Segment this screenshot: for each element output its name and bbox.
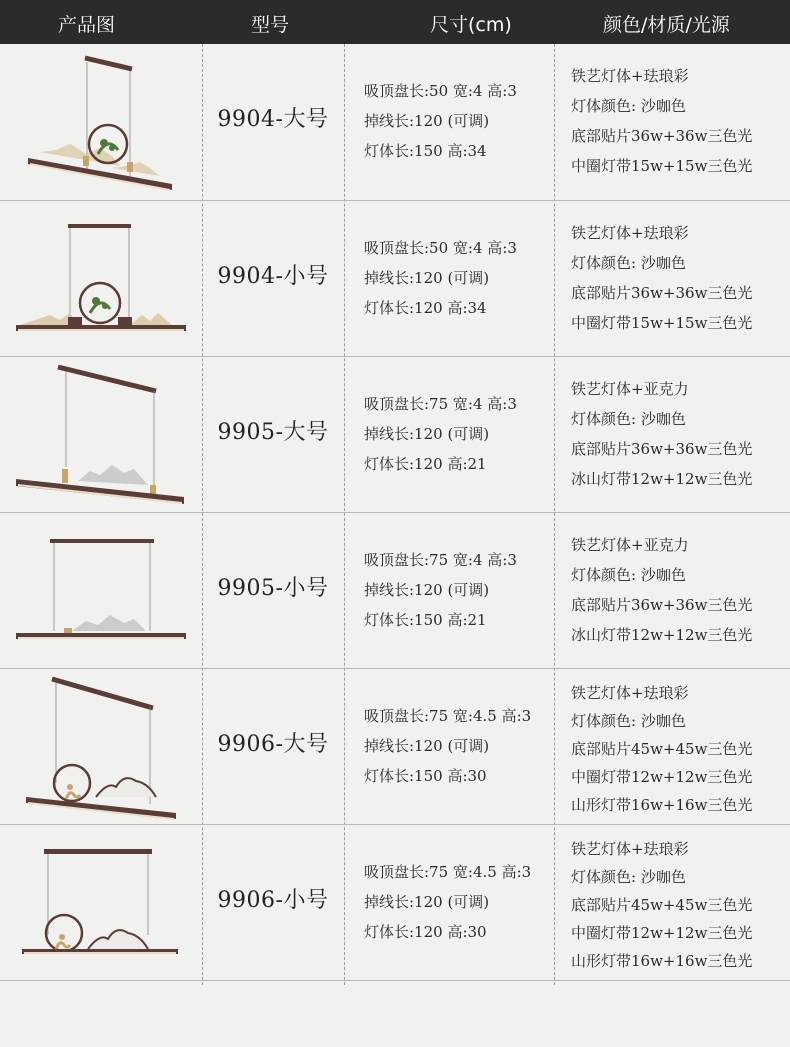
material-line: 灯体颜色: 沙咖色 (571, 566, 686, 584)
material-line: 底部贴片36w+36w三色光 (571, 440, 753, 458)
model-number: 9904-大号 (217, 107, 329, 132)
product-table (0, 44, 790, 981)
material-line: 灯体颜色: 沙咖色 (571, 712, 686, 730)
product-image (0, 669, 202, 824)
header-size: 尺寸(cm) (430, 14, 512, 36)
material-line: 山形灯带16w+16w三色光 (571, 796, 753, 814)
header-product-image: 产品图 (58, 14, 116, 36)
header-color-material-light: 颜色/材质/光源 (603, 14, 730, 36)
material-line: 底部贴片45w+45w三色光 (571, 740, 753, 758)
header-model: 型号 (251, 14, 290, 36)
material-line: 灯体颜色: 沙咖色 (571, 97, 686, 115)
size-spec (364, 857, 550, 947)
product-image (0, 201, 202, 356)
material-spec (571, 218, 786, 338)
model-number: 9905-大号 (217, 420, 329, 445)
material-line: 灯体颜色: 沙咖色 (571, 868, 686, 886)
table-row (0, 357, 790, 513)
material-line: 铁艺灯体+珐琅彩 (571, 840, 689, 858)
size-spec (364, 76, 550, 166)
size-line: 吸顶盘长:75 宽:4 高:3 (364, 395, 517, 413)
material-line: 灯体颜色: 沙咖色 (571, 410, 686, 428)
model-number: 9906-小号 (217, 888, 329, 913)
size-line: 掉线长:120 (可调) (364, 112, 490, 130)
product-image (0, 825, 202, 980)
product-image (0, 357, 202, 512)
material-line: 冰山灯带12w+12w三色光 (571, 626, 753, 644)
size-line: 吸顶盘长:75 宽:4.5 高:3 (364, 707, 532, 725)
size-line: 掉线长:120 (可调) (364, 269, 490, 287)
material-spec (571, 835, 786, 975)
size-spec (364, 389, 550, 479)
material-line: 铁艺灯体+珐琅彩 (571, 67, 689, 85)
size-line: 灯体长:120 高:34 (364, 299, 487, 317)
size-line: 掉线长:120 (可调) (364, 893, 490, 911)
size-spec (364, 545, 550, 635)
material-line: 铁艺灯体+亚克力 (571, 380, 689, 398)
size-line: 吸顶盘长:75 宽:4 高:3 (364, 551, 517, 569)
material-line: 中圈灯带12w+12w三色光 (571, 924, 753, 942)
material-line: 底部贴片36w+36w三色光 (571, 284, 753, 302)
size-spec (364, 233, 550, 323)
material-line: 底部贴片45w+45w三色光 (571, 896, 753, 914)
size-line: 灯体长:120 高:21 (364, 455, 487, 473)
table-row (0, 44, 790, 201)
size-line: 灯体长:150 高:30 (364, 767, 487, 785)
material-line: 铁艺灯体+亚克力 (571, 536, 689, 554)
material-spec (571, 61, 786, 181)
size-line: 吸顶盘长:50 宽:4 高:3 (364, 82, 517, 100)
product-image (0, 513, 202, 668)
material-spec (571, 679, 786, 819)
material-line: 中圈灯带15w+15w三色光 (571, 314, 753, 332)
size-line: 灯体长:120 高:30 (364, 923, 487, 941)
size-line: 灯体长:150 高:34 (364, 142, 487, 160)
material-line: 中圈灯带15w+15w三色光 (571, 157, 753, 175)
material-line: 铁艺灯体+珐琅彩 (571, 684, 689, 702)
material-line: 冰山灯带12w+12w三色光 (571, 470, 753, 488)
model-number: 9904-小号 (217, 264, 329, 289)
size-line: 掉线长:120 (可调) (364, 425, 490, 443)
model-number: 9905-小号 (217, 576, 329, 601)
size-line: 灯体长:150 高:21 (364, 611, 487, 629)
material-line: 铁艺灯体+珐琅彩 (571, 224, 689, 242)
material-line: 底部贴片36w+36w三色光 (571, 127, 753, 145)
material-line: 灯体颜色: 沙咖色 (571, 254, 686, 272)
table-row (0, 513, 790, 669)
material-spec (571, 530, 786, 650)
material-line: 山形灯带16w+16w三色光 (571, 952, 753, 970)
model-number: 9906-大号 (217, 732, 329, 757)
material-spec (571, 374, 786, 494)
size-line: 吸顶盘长:50 宽:4 高:3 (364, 239, 517, 257)
material-line: 中圈灯带12w+12w三色光 (571, 768, 753, 786)
material-line: 底部贴片36w+36w三色光 (571, 596, 753, 614)
size-spec (364, 701, 550, 791)
table-header (0, 0, 790, 44)
size-line: 掉线长:120 (可调) (364, 737, 490, 755)
size-line: 掉线长:120 (可调) (364, 581, 490, 599)
size-line: 吸顶盘长:75 宽:4.5 高:3 (364, 863, 532, 881)
table-row (0, 201, 790, 357)
table-row (0, 825, 790, 981)
table-row (0, 669, 790, 825)
product-image (0, 44, 202, 200)
